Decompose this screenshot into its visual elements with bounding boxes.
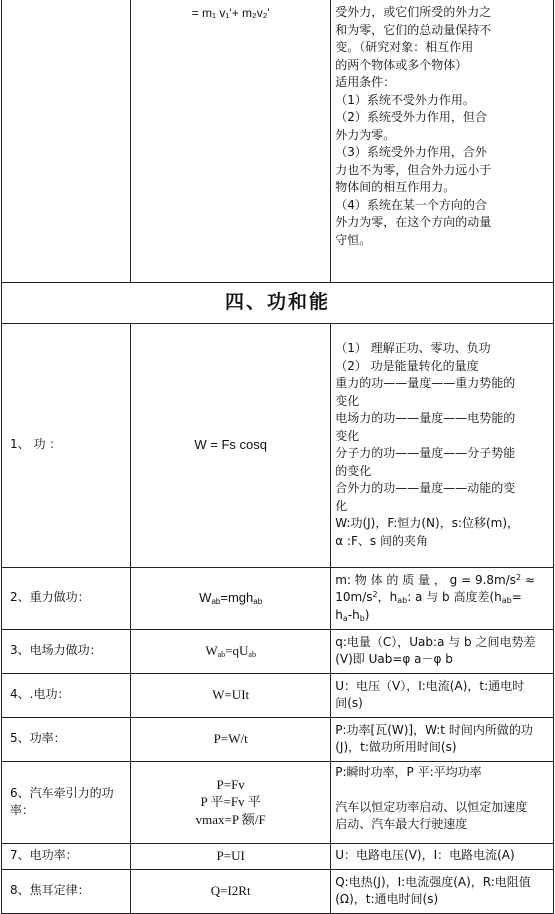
power-description	[331, 717, 554, 761]
text-line: 的两个物体或多个物体）	[335, 57, 468, 72]
electric-work-formula: W=UIt	[131, 673, 331, 717]
text-line: 和为零，它们的总动量保持不	[335, 22, 492, 37]
text-line: （4）系统在某一个方向的合	[335, 197, 487, 212]
text-line: P:瞬时功率，P 平:平均功率	[335, 764, 482, 779]
power-row	[2, 717, 554, 761]
gravity-work-description	[331, 567, 554, 629]
section-title: 四、功和能	[2, 282, 554, 323]
traction-power-name	[2, 761, 131, 843]
text-line: q:电量（C），Uab:a 与 b 之间电势差	[335, 634, 536, 649]
work-row	[2, 323, 554, 567]
text-line: Q:电热(J)，I:电流强度(A)，R:电阻值	[335, 874, 531, 889]
traction-power-description	[331, 761, 554, 843]
joule-law-name: 8、焦耳定律：	[2, 869, 131, 913]
text-line: （1）系统不受外力作用。	[335, 92, 475, 107]
text-line: W:功(J)，F:恒力(N)，s:位移(m)，	[335, 516, 520, 530]
electric-field-work-description	[331, 629, 554, 673]
formula-line: P 平=Fv 平	[200, 794, 261, 810]
traction-power-formulas	[131, 761, 331, 843]
physics-formula-table	[1, 0, 554, 914]
text-line: 外力为零。	[335, 127, 396, 142]
text-line: 率：	[10, 803, 35, 817]
text-line: 的变化	[335, 463, 372, 478]
text-line: （1） 理解正功、零功、负功	[335, 341, 491, 355]
text-line: 汽车以恒定功率启动、以恒定加速度	[335, 799, 528, 814]
text-line: 启动、汽车最大行驶速度	[335, 817, 468, 831]
text-line: 变。（研究对象：相互作用	[335, 40, 474, 54]
electric-work-row	[2, 673, 554, 717]
work-name: 1、 功 ：	[2, 323, 131, 567]
text-line: （2） 功是能量转化的量度	[335, 358, 479, 373]
momentum-row	[2, 0, 554, 282]
text-line: α :F、s 间的夹角	[335, 533, 428, 548]
gravity-work-row	[2, 567, 554, 629]
momentum-description	[331, 0, 554, 282]
formula-line: vmax=P 额/F	[195, 811, 266, 827]
momentum-name-cell	[2, 0, 131, 282]
traction-power-row	[2, 761, 554, 843]
gravity-work-name: 2、重力做功：	[2, 567, 131, 629]
electric-field-work-row	[2, 629, 554, 673]
text-line: 适用条件：	[335, 75, 396, 89]
text-line: 变化	[335, 428, 360, 443]
electric-power-name: 7、电功率：	[2, 843, 131, 869]
text-line: 受外力，或它们所受的外力之	[335, 5, 492, 19]
work-formula: W = Fs cosq	[131, 323, 331, 567]
electric-field-work-name: 3、电场力做功：	[2, 629, 131, 673]
text-line: (V)即 Uab=φ a－φ b	[335, 652, 453, 666]
text-line: P:功率[瓦(W)]，W:t 时间内所做的功	[335, 722, 533, 737]
power-name: 5、功率：	[2, 717, 131, 761]
work-description	[331, 323, 554, 567]
electric-power-formula: P=UI	[131, 843, 331, 869]
formula-line: P=Fv	[216, 776, 245, 792]
text-line: 合外力的功——量度——动能的变	[335, 481, 516, 495]
gravity-work-formula: $W_{ab}=mgh_{ab}$	[131, 567, 331, 629]
joule-law-row	[2, 869, 554, 913]
text-line: （3）系统受外力作用，合外	[335, 145, 487, 159]
electric-field-work-formula: $W_{ab}=qU_{ab}$	[131, 629, 331, 673]
text-line: m: 物 体 的 质 量 ， $g = 9.8m/s^2$ ≈	[335, 572, 536, 587]
text-line: (Ω)，t:通电时间(s)	[335, 892, 439, 906]
electric-power-row	[2, 843, 554, 869]
electric-power-description	[331, 843, 554, 869]
text-line: 变化	[335, 393, 360, 408]
text-line	[335, 781, 549, 799]
text-line: (J)，t:做功所用时间(s)	[335, 740, 457, 754]
electric-work-name: 4、.电功：	[2, 673, 131, 717]
text-line: $h_a-h_b$)	[335, 607, 370, 623]
power-formula: P=W/t	[131, 717, 331, 761]
section-title-row	[2, 282, 554, 323]
text-line: 守恒。	[335, 232, 372, 247]
text-line: 外力为零，在这个方向的动量	[335, 215, 492, 229]
text-line: （2）系统受外力作用，但合	[335, 110, 487, 124]
text-line: 物体间的相互作用力。	[335, 180, 456, 194]
text-line: 力也不为零，但合外力远小于	[335, 162, 492, 177]
text-line: 分子力的功——量度——分子势能	[335, 446, 516, 460]
text-line: $10m/s^2$，$h_{ab}$: a 与 b 高度差($h_{ab}=$	[335, 590, 522, 606]
joule-law-formula: Q=I2Rt	[131, 869, 331, 913]
electric-work-description	[331, 673, 554, 717]
joule-law-description	[331, 869, 554, 913]
text-line: U：电压（V），I:电流(A)，t:通电时	[335, 678, 525, 693]
text-line: 间(s)	[335, 696, 363, 710]
text-line: 6、汽车牵引力的功	[10, 785, 114, 800]
momentum-formula: = m₁ v₁'+ m₂v₂'	[131, 0, 331, 282]
text-line: 重力的功——量度——重力势能的	[335, 376, 516, 390]
text-line: 电场力的功——量度——电势能的	[335, 411, 516, 425]
text-line: 化	[335, 498, 348, 513]
text-line: U：电路电压(V)，I：电路电流(A)	[335, 848, 515, 863]
